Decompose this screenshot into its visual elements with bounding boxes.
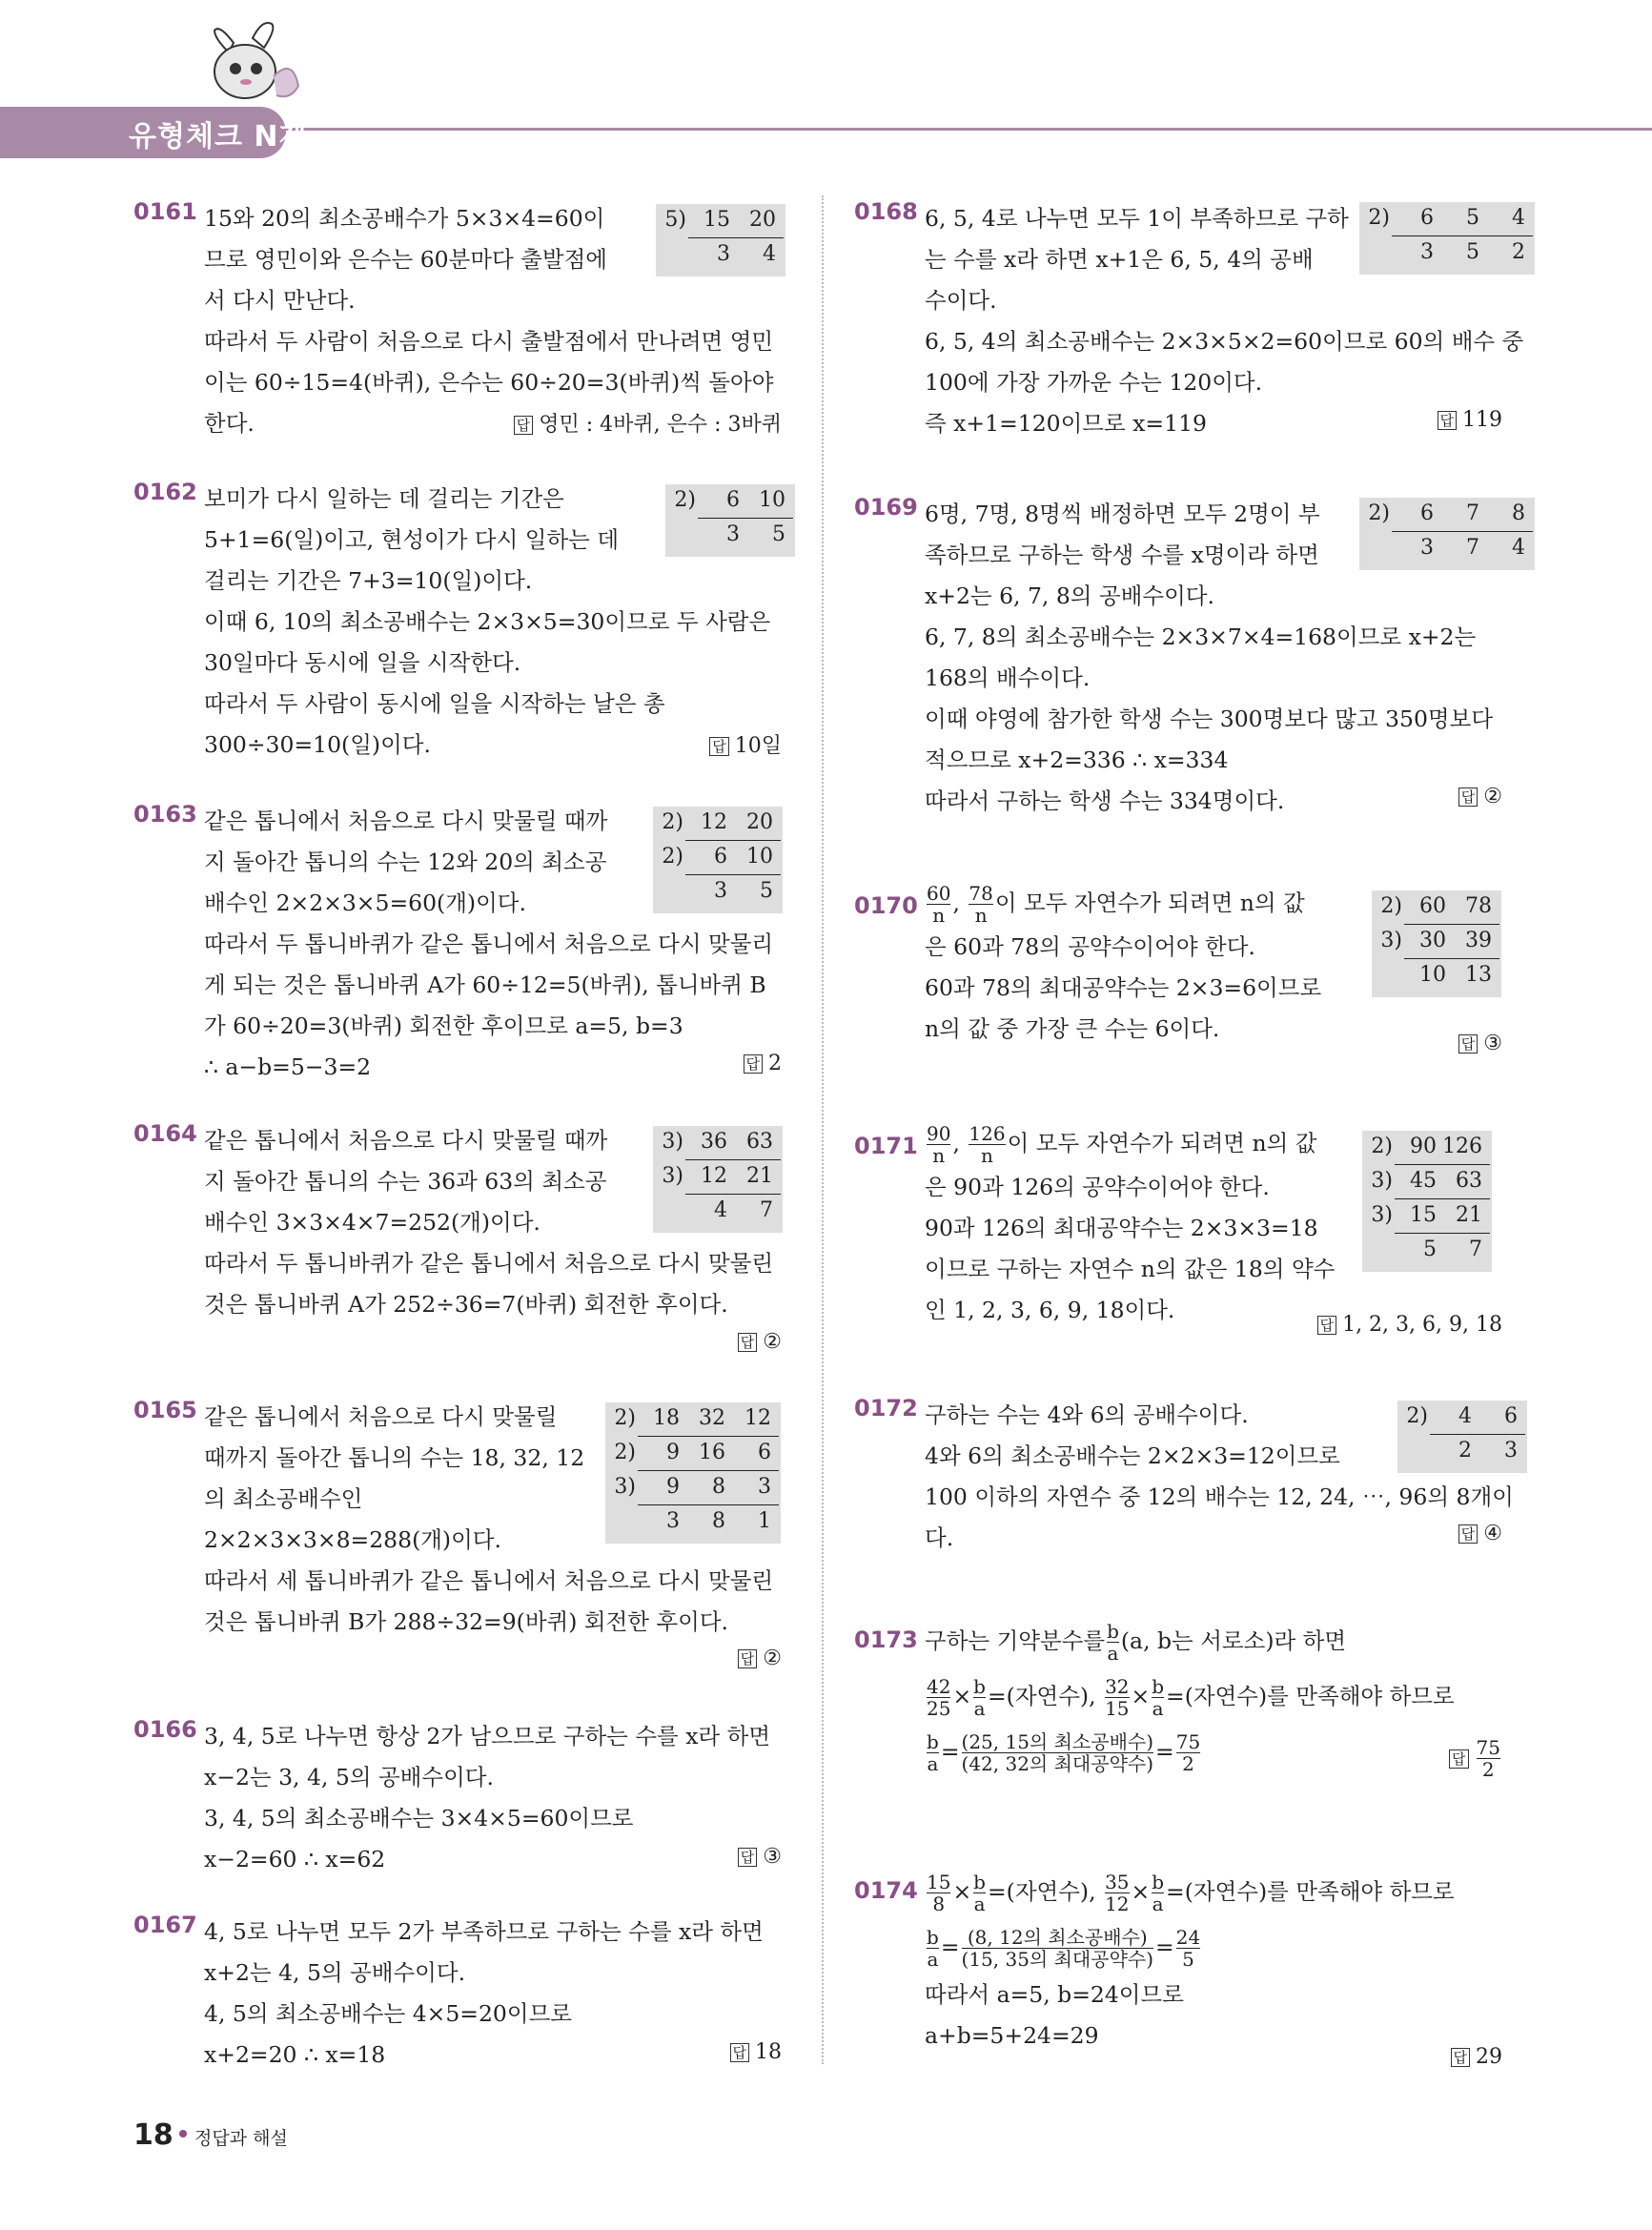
ladder-cell: 21 — [1456, 1203, 1482, 1227]
ladder-cell: 18 — [653, 1406, 680, 1430]
ladder-row — [1359, 534, 1535, 568]
ladder-rule — [638, 1436, 779, 1437]
ladder-row — [653, 808, 783, 843]
ladder-cell: 4 — [1458, 1404, 1472, 1428]
text-line: 15와 20의 최소공배수가 5×3×4=60이 — [204, 205, 605, 232]
problem-number: 0171 — [854, 1133, 918, 1159]
text-line: 즉 x+1=120이므로 x=119 — [925, 410, 1207, 437]
text-line: 4, 5의 최소공배수는 4×5=20이므로 — [204, 2000, 572, 2027]
answer-mark-icon: 답 — [744, 1054, 764, 1074]
text-line: 것은 톱니바퀴 A가 252÷36=7(바퀴) 회전한 후이다. — [204, 1291, 728, 1318]
header-title: 유형체크 N제 — [129, 120, 308, 153]
answer — [738, 1330, 782, 1354]
answer-mark-icon: 답 — [1438, 411, 1458, 430]
ladder-cell: 5 — [1466, 240, 1479, 264]
ladder-divisor: 3) — [1380, 929, 1402, 952]
text-line: 보미가 다시 일하는 데 걸리는 기간은 — [204, 485, 564, 512]
text-line: 같은 톱니에서 처음으로 다시 맞물릴 때까 — [204, 808, 608, 834]
ladder-rule — [1395, 1233, 1490, 1234]
problem-number: 0168 — [854, 198, 918, 225]
ladder-rule — [1395, 1198, 1490, 1199]
problem-number: 0170 — [854, 892, 918, 919]
answer — [744, 1052, 783, 1075]
ladder-divisor: 2) — [1380, 894, 1402, 918]
ladder-cell: 3 — [1420, 240, 1434, 264]
text-line: $\frac{b}{a}$ = $\frac{\text{(8, 12의 최소공배수)}}{\text{(15, 35의 최대공약수)}}$ = $\frac{24}{5}$ — [927, 1926, 1201, 1971]
ladder-cell: 3 — [714, 879, 727, 903]
fraction: $\frac{b}{a}$ — [927, 1926, 939, 1971]
ladder-rule — [638, 1470, 779, 1471]
text-line: 168의 배수이다. — [925, 665, 1091, 691]
answer — [738, 1845, 782, 1869]
ladder-cell: 6 — [714, 845, 727, 869]
fraction: $\frac{75}{2}$ — [1476, 1736, 1500, 1781]
ladder-cell: 5 — [760, 879, 773, 903]
ladder-cell: 6 — [1420, 501, 1434, 525]
answer — [709, 729, 782, 759]
text-line: 60과 78의 최대공약수는 2×3=6이므로 — [925, 974, 1322, 1001]
problem-number: 0161 — [133, 198, 197, 225]
text-line: 지 돌아간 톱니의 수는 12와 20의 최소공 — [204, 849, 607, 875]
fraction: $\frac{b}{a}$ — [1152, 1871, 1165, 1915]
answer-value: ④ — [1483, 1522, 1502, 1545]
ladder-cell: 15 — [704, 208, 730, 232]
answer-value: 119 — [1462, 408, 1502, 432]
ladder-cell: 3 — [666, 1509, 680, 1533]
text-line: 따라서 두 사람이 처음으로 다시 출발점에서 만나려면 영민 — [204, 328, 774, 355]
text-line: $\frac{60}{n}$ , $\frac{78}{n}$ 이 모두 자연수가 되려면 n의 값 — [927, 882, 1305, 927]
text-line: x+2=20 ∴ x=18 — [204, 2041, 386, 2068]
text-line: 은 60과 78의 공약수이어야 한다. — [925, 933, 1255, 960]
text-line: x−2는 3, 4, 5의 공배수이다. — [204, 1764, 494, 1790]
ladder-divisor: 3) — [662, 1130, 683, 1154]
fraction: $\frac{\text{(25, 15의 최소공배수)}}{\text{(42, 32의 최대공약수)}}$ — [961, 1730, 1154, 1775]
ladder-cell: 12 — [701, 810, 727, 834]
answer-mark-icon: 답 — [738, 1848, 758, 1867]
ladder-cell: 36 — [701, 1130, 727, 1154]
ladder-cell: 10 — [1419, 963, 1446, 987]
division-ladder — [1359, 498, 1525, 572]
text-line: 배수인 3×3×4×7=252(개)이다. — [204, 1209, 540, 1236]
text-line: a+b=5+24=29 — [925, 2022, 1099, 2049]
ladder-divisor: 2) — [1371, 1135, 1393, 1158]
ladder-cell: 7 — [1466, 536, 1479, 560]
text-line: 다. — [925, 1524, 954, 1551]
ladder-row — [605, 1404, 781, 1439]
problem-number: 0162 — [133, 479, 197, 505]
answer-value: 영민 : 4바퀴, 은수 : 3바퀴 — [539, 413, 782, 437]
ladder-cell: 63 — [1456, 1169, 1482, 1193]
ladder-row — [1362, 1167, 1492, 1201]
ladder-cell: 9 — [666, 1475, 680, 1499]
fraction: $\frac{\text{(8, 12의 최소공배수)}}{\text{(15, 35의 최대공약수)}}$ — [961, 1926, 1154, 1971]
text-line: x+2는 4, 5의 공배수이다. — [204, 1959, 466, 1986]
footer-label: 정답과 해설 — [194, 2128, 288, 2149]
ladder-row — [1362, 1133, 1492, 1167]
ladder-cell: 6 — [1420, 206, 1434, 230]
ladder-row — [656, 240, 785, 275]
division-ladder — [1359, 202, 1525, 276]
ladder-row — [665, 521, 795, 555]
division-ladder — [1397, 1401, 1518, 1475]
division-ladder — [653, 1126, 782, 1235]
ladder-row — [1359, 500, 1535, 534]
ladder-cell: 20 — [746, 810, 773, 834]
text-line: 걸리는 기간은 7+3=10(일)이다. — [204, 567, 533, 594]
text-line: 의 최소공배수인 — [204, 1485, 363, 1512]
text-line: 90과 126의 최대공약수는 2×3×3=18 — [925, 1215, 1318, 1241]
ladder-cell: 4 — [714, 1198, 727, 1222]
text-line: 므로 영민이와 은수는 60분마다 출발점에 — [204, 246, 607, 273]
ladder-cell: 2 — [1512, 240, 1525, 264]
answer-mark-icon: 답 — [1458, 1524, 1479, 1544]
text-line: 300÷30=10(일)이다. — [204, 731, 431, 758]
answer — [1458, 785, 1502, 808]
division-ladder — [605, 1402, 782, 1545]
ladder-cell: 5 — [1423, 1238, 1437, 1261]
ladder-divisor: 2) — [614, 1406, 636, 1430]
ladder-row — [1362, 1236, 1492, 1270]
ladder-cell: 6 — [726, 488, 740, 512]
text-line: 따라서 구하는 학생 수는 334명이다. — [925, 788, 1285, 814]
text-line: $\frac{15}{8}$ × $\frac{b}{a}$ =(자연수), $\frac{35}{12}$ × $\frac{b}{a}$ =(자연수)를 만족해야 하므로 — [927, 1871, 1455, 1915]
problem-number: 0163 — [133, 801, 197, 828]
answer-value: ② — [1483, 785, 1502, 808]
ladder-row — [605, 1439, 781, 1473]
ladder-cell: 1 — [758, 1509, 771, 1533]
text-line: 적으므로 x+2=336 ∴ x=334 — [925, 747, 1229, 773]
ladder-cell: 126 — [1442, 1135, 1482, 1158]
text-line: 따라서 세 톱니바퀴가 같은 톱니에서 처음으로 다시 맞물린 — [204, 1567, 774, 1594]
ladder-row — [653, 1162, 783, 1197]
text-line: 이때 야영에 참가한 학생 수는 300명보다 많고 350명보다 — [925, 706, 1494, 732]
answer-mark-icon: 답 — [738, 1333, 758, 1352]
ladder-cell: 7 — [760, 1198, 773, 1222]
answer — [1458, 1522, 1502, 1545]
ladder-row — [653, 843, 783, 877]
answer-mark-icon: 답 — [1317, 1316, 1337, 1335]
problem-number: 0172 — [854, 1395, 918, 1422]
text-line: 수이다. — [925, 287, 997, 314]
ladder-cell: 6 — [1504, 1404, 1518, 1428]
ladder-rule — [1404, 958, 1499, 959]
answer — [1317, 1313, 1502, 1337]
text-line: 때까지 돌아간 톱니의 수는 18, 32, 12 — [204, 1444, 585, 1471]
answer — [1438, 408, 1503, 432]
fraction: $\frac{b}{a}$ — [973, 1675, 986, 1720]
text-line: 따라서 두 사람이 동시에 일을 시작하는 날은 총 — [204, 690, 665, 717]
text-line: x+2는 6, 7, 8의 공배수이다. — [925, 583, 1214, 609]
ladder-rule — [1404, 924, 1499, 925]
fraction: $\frac{90}{n}$ — [927, 1122, 951, 1167]
ladder-cell: 21 — [746, 1164, 773, 1188]
text-line: 6명, 7명, 8명씩 배정하면 모두 2명이 부 — [925, 501, 1320, 527]
ladder-rule — [685, 840, 781, 841]
fraction: $\frac{b}{a}$ — [973, 1871, 986, 1915]
answer-mark-icon: 답 — [1451, 2048, 1471, 2067]
answer-value: 10일 — [734, 734, 782, 758]
text-line: 구하는 수는 4와 6의 공배수이다. — [925, 1401, 1249, 1428]
text-line: 4와 6의 최소공배수는 2×2×3=12이므로 — [925, 1442, 1340, 1469]
division-ladder — [656, 204, 782, 278]
text-line: n의 값 중 가장 큰 수는 6이다. — [925, 1015, 1220, 1042]
ladder-cell: 15 — [1410, 1203, 1437, 1227]
text-line: 지 돌아간 톱니의 수는 36과 63의 최소공 — [204, 1168, 607, 1195]
ladder-rule — [685, 1159, 781, 1160]
ladder-cell: 30 — [1419, 929, 1446, 952]
ladder-cell: 7 — [1466, 501, 1479, 525]
fraction: $\frac{32}{15}$ — [1105, 1675, 1130, 1720]
ladder-cell: 3 — [726, 522, 740, 546]
ladder-row — [656, 206, 785, 240]
ladder-divisor: 2) — [1368, 501, 1390, 525]
ladder-cell: 10 — [746, 845, 773, 869]
text-line: 6, 5, 4로 나누면 모두 1이 부족하므로 구하 — [925, 205, 1349, 232]
fraction: $\frac{b}{a}$ — [927, 1730, 939, 1775]
fraction: $\frac{42}{25}$ — [927, 1675, 951, 1720]
fraction: $\frac{35}{12}$ — [1105, 1871, 1130, 1915]
ladder-row — [1359, 204, 1535, 238]
text-line: 족하므로 구하는 학생 수를 x명이라 하면 — [925, 542, 1319, 568]
text-line: 같은 톱니에서 처음으로 다시 맞물릴 때까 — [204, 1127, 608, 1154]
ladder-rule — [1392, 531, 1533, 532]
text-line: $\frac{b}{a}$ = $\frac{\text{(25, 15의 최소공배수)}}{\text{(42, 32의 최대공약수)}}$ = $\frac{75}{2}$ — [927, 1730, 1201, 1775]
text-line: 같은 톱니에서 처음으로 다시 맞물릴 — [204, 1403, 558, 1430]
ladder-rule — [685, 874, 781, 875]
ladder-cell: 4 — [763, 242, 776, 266]
text-line: 3, 4, 5로 나누면 항상 2가 남으므로 구하는 수를 x라 하면 — [204, 1723, 771, 1749]
ladder-rule — [1392, 235, 1533, 236]
ladder-row — [653, 1128, 783, 1162]
ladder-row — [1359, 238, 1535, 273]
ladder-divisor: 2) — [1406, 1404, 1428, 1428]
ladder-cell: 3 — [1420, 536, 1434, 560]
ladder-row — [1372, 892, 1501, 927]
problem-number: 0174 — [854, 1877, 918, 1904]
ladder-divisor: 2) — [1368, 206, 1390, 230]
ladder-divisor: 5) — [664, 208, 686, 232]
ladder-cell: 4 — [1512, 206, 1525, 230]
ladder-cell: 60 — [1419, 894, 1446, 918]
header-rule — [276, 128, 1652, 131]
fraction: $\frac{75}{2}$ — [1175, 1730, 1201, 1775]
division-ladder — [1362, 1131, 1502, 1274]
ladder-row — [1397, 1437, 1527, 1471]
answer — [738, 1647, 782, 1670]
ladder-row — [1397, 1402, 1527, 1437]
ladder-row — [1372, 927, 1501, 961]
answer-mark-icon: 답 — [709, 737, 729, 756]
answer-mark-icon: 답 — [1458, 1034, 1479, 1054]
text-line: 가 60÷20=3(바퀴) 회전한 후이므로 a=5, b=3 — [204, 1013, 683, 1039]
text-line: 2×2×3×3×8=288(개)이다. — [204, 1526, 501, 1553]
answer-value: 2 — [768, 1052, 782, 1075]
ladder-cell: 5 — [772, 522, 785, 546]
text-line: 100 이하의 자연수 중 12의 배수는 12, 24, ⋯, 96의 8개이 — [925, 1483, 1514, 1510]
ladder-cell: 2 — [1458, 1439, 1472, 1463]
text-line: 것은 톱니바퀴 B가 288÷32=9(바퀴) 회전한 후이다. — [204, 1608, 729, 1635]
ladder-row — [1372, 961, 1501, 995]
division-ladder — [665, 484, 785, 559]
answer-value: ③ — [1483, 1032, 1502, 1055]
ladder-rule — [698, 518, 793, 519]
answer-value: ② — [763, 1330, 782, 1354]
ladder-rule — [1430, 1434, 1525, 1435]
ladder-cell: 12 — [744, 1406, 771, 1430]
division-ladder — [653, 807, 782, 915]
ladder-cell: 6 — [758, 1441, 771, 1464]
text-line: 30일마다 동시에 일을 시작한다. — [204, 649, 521, 676]
bunny-mascot-icon — [186, 19, 300, 114]
footer-bullet-icon — [179, 2130, 187, 2138]
ladder-row — [653, 1197, 783, 1231]
ladder-cell: 10 — [759, 488, 785, 512]
answer-mark-icon: 답 — [514, 416, 534, 435]
problem-number: 0173 — [854, 1626, 918, 1653]
fraction: $\frac{60}{n}$ — [927, 882, 951, 927]
text-line: ∴ a−b=5−3=2 — [204, 1054, 372, 1080]
text-line: 이는 60÷15=4(바퀴), 은수는 60÷20=3(바퀴)씩 돌아야 — [204, 369, 774, 396]
answer-value: ③ — [763, 1845, 782, 1869]
ladder-cell: 13 — [1465, 963, 1492, 987]
text-line: 따라서 두 톱니바퀴가 같은 톱니에서 처음으로 다시 맞물린 — [204, 1250, 774, 1277]
ladder-cell: 78 — [1465, 894, 1492, 918]
text-line: 한다. — [204, 410, 255, 437]
ladder-cell: 8 — [1512, 501, 1525, 525]
ladder-rule — [1395, 1164, 1490, 1165]
answer-value: 1, 2, 3, 6, 9, 18 — [1342, 1313, 1502, 1337]
ladder-divisor: 3) — [662, 1164, 683, 1188]
answer — [514, 408, 782, 438]
fraction: $\frac{b}{a}$ — [1152, 1675, 1165, 1720]
text-line: 따라서 a=5, b=24이므로 — [925, 1981, 1184, 2008]
ladder-cell: 3 — [758, 1475, 771, 1499]
ladder-cell: 16 — [699, 1441, 725, 1464]
problem-number: 0166 — [133, 1716, 197, 1743]
ladder-divisor: 3) — [1371, 1169, 1393, 1193]
problem-number: 0165 — [133, 1397, 197, 1423]
answer-mark-icon: 답 — [1449, 1749, 1469, 1769]
text-line: 100에 가장 가까운 수는 120이다. — [925, 369, 1263, 396]
ladder-cell: 39 — [1465, 929, 1492, 952]
ladder-cell: 3 — [717, 242, 730, 266]
answer — [1449, 1737, 1502, 1780]
problem-number: 0164 — [133, 1120, 197, 1147]
ladder-cell: 5 — [1466, 206, 1479, 230]
text-line: 는 수를 x라 하면 x+1은 6, 5, 4의 공배 — [925, 246, 1314, 273]
fraction: $\frac{15}{8}$ — [927, 1871, 951, 1915]
ladder-cell: 8 — [712, 1509, 725, 1533]
division-ladder — [1372, 890, 1502, 999]
problem-number: 0167 — [133, 1912, 197, 1938]
text-line: $\frac{90}{n}$ , $\frac{126}{n}$ 이 모두 자연수가 되려면 n의 값 — [927, 1122, 1317, 1167]
text-line: 따라서 두 톱니바퀴가 같은 톱니에서 처음으로 다시 맞물리 — [204, 931, 774, 957]
answer-mark-icon: 답 — [1458, 788, 1479, 807]
fraction: $\frac{24}{5}$ — [1175, 1926, 1201, 1971]
text-line: 5+1=6(일)이고, 현성이가 다시 일하는 데 — [204, 526, 620, 553]
fraction: $\frac{b}{a}$ — [1107, 1620, 1119, 1665]
answer — [730, 2040, 783, 2064]
text-line: 배수인 2×2×3×5=60(개)이다. — [204, 890, 526, 916]
text-line: 게 되는 것은 톱니바퀴 A가 60÷12=5(바퀴), 톱니바퀴 B — [204, 972, 766, 998]
ladder-cell: 63 — [746, 1130, 773, 1154]
ladder-rule — [638, 1504, 779, 1505]
ladder-divisor: 2) — [674, 488, 696, 512]
ladder-divisor: 3) — [614, 1475, 636, 1499]
ladder-cell: 90 — [1410, 1135, 1437, 1158]
answer-value: ② — [763, 1647, 782, 1670]
answer-value: 29 — [1476, 2045, 1502, 2069]
ladder-divisor: 2) — [614, 1441, 636, 1464]
ladder-divisor: 2) — [662, 810, 683, 834]
ladder-row — [605, 1507, 781, 1542]
text-line: 서 다시 만난다. — [204, 287, 356, 314]
ladder-cell: 20 — [749, 208, 776, 232]
ladder-divisor: 2) — [662, 845, 683, 869]
text-line: 4, 5로 나누면 모두 2가 부족하므로 구하는 수를 x라 하면 — [204, 1918, 764, 1945]
column-divider — [822, 195, 824, 2064]
ladder-rule — [688, 237, 784, 238]
text-line: x−2=60 ∴ x=62 — [204, 1846, 386, 1872]
answer-value: 18 — [755, 2040, 782, 2064]
ladder-row — [1362, 1201, 1492, 1236]
ladder-rule — [685, 1194, 781, 1195]
text-line: 이므로 구하는 자연수 n의 값은 18의 약수 — [925, 1256, 1336, 1282]
ladder-cell: 8 — [712, 1475, 725, 1499]
ladder-row — [653, 877, 783, 911]
text-line: 은 90과 126의 공약수이어야 한다. — [925, 1174, 1270, 1200]
ladder-cell: 3 — [1504, 1439, 1518, 1463]
ladder-cell: 7 — [1469, 1238, 1482, 1261]
ladder-row — [605, 1473, 781, 1507]
answer-mark-icon: 답 — [738, 1649, 758, 1668]
answer-mark-icon: 답 — [730, 2043, 750, 2062]
fraction: $\frac{126}{n}$ — [969, 1122, 1006, 1167]
text-line: 이때 6, 10의 최소공배수는 2×3×5=30이므로 두 사람은 — [204, 608, 771, 635]
ladder-divisor: 3) — [1371, 1203, 1393, 1227]
text-line: 구하는 기약분수를 $\frac{b}{a}$ (a, b는 서로소)라 하면 — [925, 1620, 1347, 1665]
text-line: 인 1, 2, 3, 6, 9, 18이다. — [925, 1297, 1175, 1323]
problem-number: 0169 — [854, 494, 918, 521]
text-line: 6, 7, 8의 최소공배수는 2×3×7×4=168이므로 x+2는 — [925, 624, 1477, 650]
page-number: 18 — [133, 2118, 173, 2152]
answer — [1458, 1032, 1502, 1055]
ladder-row — [665, 486, 795, 521]
fraction: $\frac{78}{n}$ — [969, 882, 993, 927]
text-line: 6, 5, 4의 최소공배수는 2×3×5×2=60이므로 60의 배수 중 — [925, 328, 1524, 355]
ladder-cell: 12 — [701, 1164, 727, 1188]
answer — [1451, 2045, 1503, 2069]
text-line: 3, 4, 5의 최소공배수는 3×4×5=60이므로 — [204, 1805, 634, 1831]
text-line: $\frac{42}{25}$ × $\frac{b}{a}$ =(자연수), $\frac{32}{15}$ × $\frac{b}{a}$ =(자연수)를 만족해야 하므로 — [927, 1675, 1455, 1720]
ladder-cell: 45 — [1410, 1169, 1437, 1193]
ladder-cell: 9 — [666, 1441, 680, 1464]
ladder-cell: 32 — [699, 1406, 725, 1430]
ladder-cell: 4 — [1512, 536, 1525, 560]
